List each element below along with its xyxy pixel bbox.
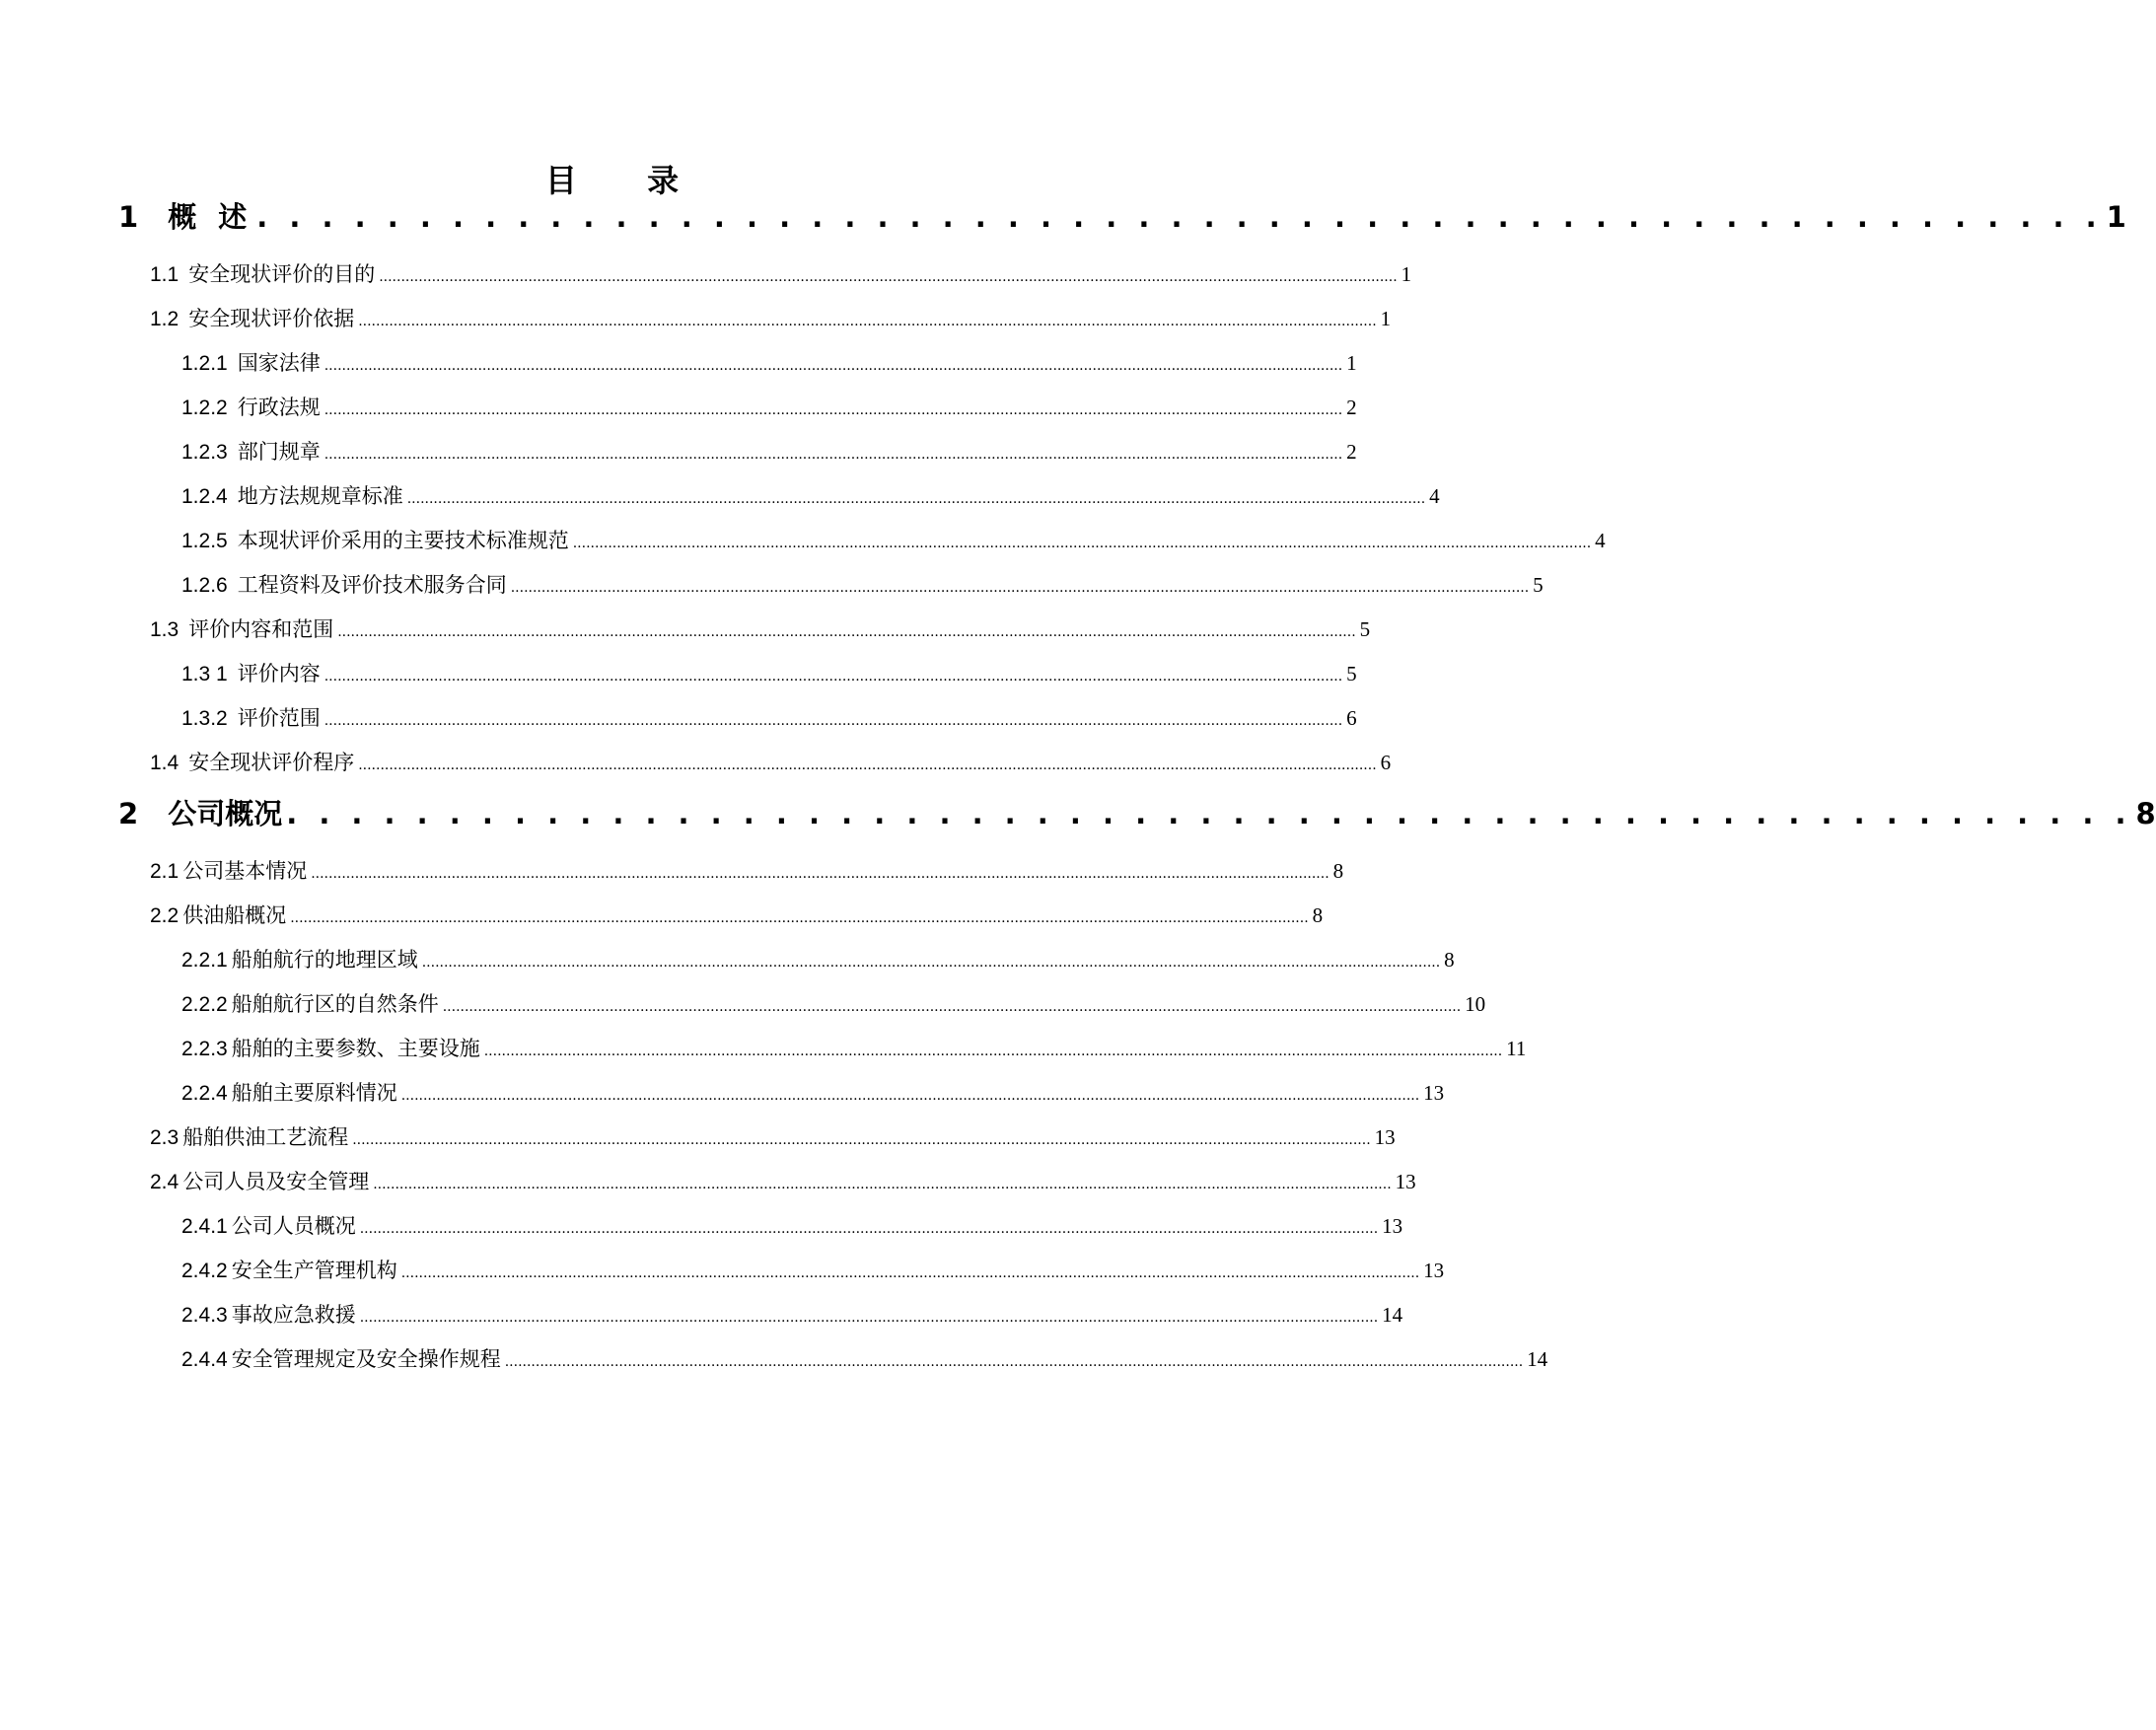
toc-page-number: 8 [1444,948,1455,972]
toc-label: 本现状评价采用的主要技术标准规范 [237,529,569,552]
toc-number: 1.2.4 [181,485,228,508]
toc-entry-subsection[interactable] [181,988,1486,1018]
toc-entry-subsection[interactable] [181,1077,1445,1107]
toc-leader: ........................................................................................................................................................................................................................................ [572,536,1592,551]
toc-leader: ........................................................................................................................................................................................................................................ [359,1310,1379,1326]
toc-page-number: 1 [2106,200,2126,234]
toc-entry-subsection[interactable] [181,1299,1403,1329]
toc-page-number: 1 [1380,307,1392,330]
toc-label: 船舶航行的地理区域 [231,948,418,972]
toc-label: 地方法规规章标准 [237,484,403,508]
toc-entry-chapter[interactable] [118,195,2126,235]
toc-entry-chapter[interactable] [118,792,2156,831]
toc-number: 2.4.1 [181,1215,228,1238]
toc-number: 2 [118,797,139,830]
toc-label: 船舶供油工艺流程 [182,1125,349,1149]
toc-leader: ........................................................................................................................................................................................................................................ [421,955,1441,971]
toc-number: 2.2.2 [181,993,228,1016]
toc-entry-section[interactable] [150,900,1324,929]
toc-page-number: 10 [1465,992,1486,1016]
toc-page-number: 5 [1346,662,1357,685]
toc-number: 2.2.1 [181,949,228,972]
toc-page-number: 13 [1423,1081,1445,1105]
toc-leader: ........................................................................................................................................................................................................................................ [373,1177,1392,1192]
toc-number: 1.2.1 [181,352,228,375]
toc-number: 1.4 [150,752,180,774]
toc-label: 安全管理规定及安全操作规程 [231,1347,501,1371]
toc-entry-subsection[interactable] [181,392,1357,421]
toc-leader: ........................................................................................................................................................................................................................................ [337,624,1356,640]
toc-page-number: 13 [1374,1125,1396,1149]
toc-label: 船舶航行区的自然条件 [231,992,439,1016]
toc-page-number: 1 [1401,262,1412,286]
toc-number: 2.2.3 [181,1038,228,1060]
toc-number: 2.2 [150,904,180,927]
toc-number: 1.2.3 [181,441,228,464]
toc-leader: ........................................................................................................................................................................................................................................ [323,358,1343,374]
toc-page-number: 13 [1382,1214,1403,1238]
toc-entry-subsection[interactable] [181,569,1544,599]
toc-entry-subsection[interactable] [181,480,1440,510]
toc-number: 2.2.4 [181,1082,228,1105]
toc-leader: ........................................................................................................................................................................................................................................ [400,1088,1420,1104]
toc-number: 2.3 [150,1126,180,1149]
toc-number: 1.3 1 [181,663,228,685]
toc-label: 国家法律 [237,351,321,375]
toc-leader: ........................................................................................................................................................................................................................................ [379,269,1398,285]
toc-page-number: 13 [1395,1170,1416,1193]
toc-leader: ........................................................................................................................................................................................................................................ [510,580,1530,596]
toc-page-number: 6 [1346,706,1357,730]
toc-label: 船舶主要原料情况 [231,1081,397,1105]
toc-number: 2.1 [150,860,180,883]
toc-number: 1.2.6 [181,574,228,597]
toc-entry-subsection[interactable] [181,1033,1527,1062]
toc-entry-subsection[interactable] [181,1255,1445,1284]
toc-entry-section[interactable] [150,855,1344,885]
toc-entry-subsection[interactable] [181,1210,1403,1240]
toc-page-number: 14 [1527,1347,1548,1371]
toc-label: 安全现状评价依据 [188,307,355,330]
toc-label: 评价内容 [237,662,321,685]
toc-page-number: 5 [1533,573,1544,597]
toc-leader: ........................................................................................................................................................................................................................................ [504,1354,1524,1370]
toc-number: 1 [118,200,139,234]
toc-label: 评价范围 [237,706,321,730]
toc-label: 工程资料及评价技术服务合同 [237,573,507,597]
toc-page-number: 2 [1346,396,1357,419]
toc-label: 安全现状评价的目的 [188,262,376,286]
toc-page-number: 8 [1312,903,1324,927]
toc-page-number: 5 [1359,617,1371,641]
toc-label: 行政法规 [237,396,321,419]
toc-number: 2.4 [150,1171,180,1193]
toc-page-number: 2 [1346,440,1357,464]
toc-label: 公司人员概况 [231,1214,356,1238]
toc-leader: ........................................................................................................................................................................................................................................ [358,757,1377,773]
toc-number: 2.4.2 [181,1260,228,1282]
toc-entry-section[interactable] [150,747,1392,776]
toc-label: 事故应急救援 [231,1303,356,1327]
toc-entry-subsection[interactable] [181,1343,1548,1373]
toc-page-number: 1 [1346,351,1357,375]
toc-label: 安全现状评价程序 [188,751,355,774]
toc-page-number: 8 [1332,859,1344,883]
toc-entry-section[interactable] [150,303,1392,332]
toc-page-number: 11 [1506,1037,1527,1060]
toc-number: 1.2 [150,308,180,330]
toc-page-number: 13 [1423,1259,1445,1282]
toc-label: 公司基本情况 [182,859,308,883]
toc-label: 供油船概况 [182,903,287,927]
toc-leader: ........................................................................................................................................................................................................................................ [323,713,1343,729]
toc-label: 船舶的主要参数、主要设施 [231,1037,480,1060]
toc-number: 1.1 [150,263,180,286]
toc-leader: ........................................................................................................................................................................................................................................ [323,447,1343,463]
toc-entry-subsection[interactable] [181,347,1357,377]
toc-label: 公司概况 [168,797,283,830]
toc-leader: ........................................................................................................................................................................................................................................ [290,910,1309,926]
toc-page-number: 6 [1380,751,1392,774]
toc-entry-section[interactable] [150,1121,1396,1151]
toc-page-number: 8 [2135,797,2156,830]
toc-number: 2.4.3 [181,1304,228,1327]
toc-label: 概 述 [168,200,253,234]
toc-leader: ........................................................................................................................................................................................................................................ [352,1132,1371,1148]
toc-leader: . . . . . . . . . . . . . . . . . . . . . . . . . . . . . . . . . . . . . . . . . . . . . . . . . . . . . . . . . [286,797,2132,830]
toc-label: 公司人员及安全管理 [182,1170,370,1193]
toc-leader: ........................................................................................................................................................................................................................................ [311,866,1330,882]
toc-entry-section[interactable] [150,1166,1416,1195]
toc-entry-section[interactable] [150,258,1412,288]
toc-label: 安全生产管理机构 [231,1259,397,1282]
toc-leader: ........................................................................................................................................................................................................................................ [359,1221,1379,1237]
toc-leader: ........................................................................................................................................................................................................................................ [323,669,1343,685]
toc-entry-subsection[interactable] [181,702,1357,732]
page-title: 目 录 [544,162,709,199]
toc-label: 评价内容和范围 [188,617,334,641]
toc-leader: ........................................................................................................................................................................................................................................ [442,999,1462,1015]
toc-entry-subsection[interactable] [181,525,1606,554]
toc-leader: ........................................................................................................................................................................................................................................ [358,314,1377,329]
toc-leader: . . . . . . . . . . . . . . . . . . . . . . . . . . . . . . . . . . . . . . . . . . . . . . . . . . . . . . . . . [256,200,2103,234]
toc-label: 部门规章 [237,440,321,464]
toc-page-number: 4 [1595,529,1606,552]
toc-number: 1.2.5 [181,530,228,552]
toc-number: 2.4.4 [181,1348,228,1371]
toc-entry-subsection[interactable] [181,944,1455,973]
toc-leader: ........................................................................................................................................................................................................................................ [400,1265,1420,1281]
toc-leader: ........................................................................................................................................................................................................................................ [323,402,1343,418]
toc-page-number: 4 [1429,484,1440,508]
toc-number: 1.3 [150,618,180,641]
toc-number: 1.2.2 [181,396,228,419]
toc-number: 1.3.2 [181,707,228,730]
toc-entry-section[interactable] [150,613,1371,643]
toc-leader: ........................................................................................................................................................................................................................................ [406,491,1426,507]
toc-entry-subsection[interactable] [181,436,1357,466]
toc-entry-subsection[interactable] [181,658,1357,687]
toc-leader: ........................................................................................................................................................................................................................................ [483,1044,1503,1059]
toc-page-number: 14 [1382,1303,1403,1327]
